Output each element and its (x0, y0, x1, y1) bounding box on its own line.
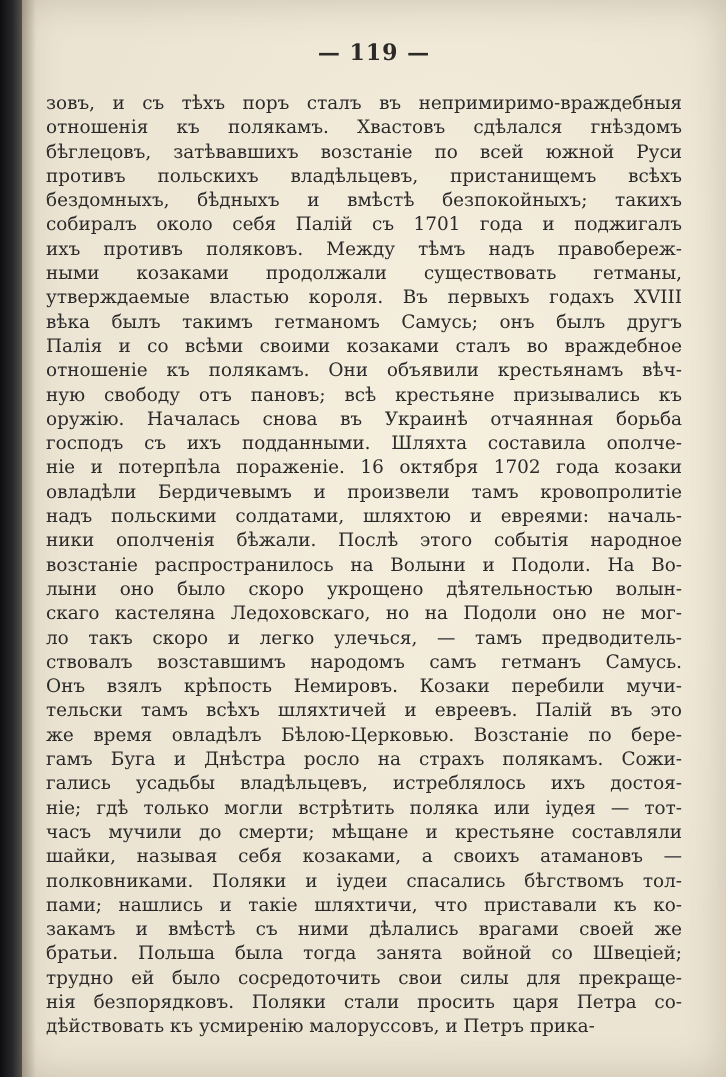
text-line: гались усадьбы владѣльцевъ, истреблялось ихъ достоя- (46, 773, 682, 795)
text-line: ніе и потерпѣла пораженіе. 16 октября 1702 года козаки (46, 457, 682, 479)
text-line: пами; нашлись и такіе шляхтичи, что приставали къ ко- (46, 894, 682, 916)
text-line: ную свободу отъ пановъ; всѣ крестьяне призывались къ (46, 384, 682, 406)
text-line: противъ польскихъ владѣльцевъ, пристанищемъ всѣхъ (46, 165, 682, 187)
text-line: зовъ, и съ тѣхъ поръ сталъ въ непримиримо-враждебныя (46, 93, 682, 114)
text-line: Онъ взялъ крѣпость Немировъ. Козаки перебили мучи- (46, 676, 682, 698)
text-line: нія безпорядковъ. Поляки стали просить царя Петра со- (46, 991, 682, 1013)
text-line: оружію. Началась снова въ Украинѣ отчаянная борьба (46, 408, 682, 430)
text-line: скаго кастеляна Ледоховскаго, но на Подоли оно не мог- (46, 603, 682, 625)
text-line: трудно ей было сосредоточить свои силы для прекраще- (46, 967, 682, 989)
text-line: тельски тамъ всѣхъ шляхтичей и евреевъ. Палій въ это (46, 700, 682, 722)
text-line: бездомныхъ, бѣдныхъ и вмѣстѣ безпокойныхъ; такихъ (46, 190, 682, 212)
text-line: отношеніе къ полякамъ. Они объявили крестьянамъ вѣч- (46, 360, 682, 382)
text-line: надъ польскими солдатами, шляхтою и евреями: началь- (46, 506, 682, 528)
text-line: лыни оно было скоро укрощено дѣятельностью волын- (46, 578, 682, 600)
text-line: собиралъ около себя Палій съ 1701 года и поджигалъ (46, 214, 682, 236)
body-text (46, 92, 682, 1040)
text-line: братьи. Польша была тогда занята войной со Швеціей; (46, 943, 682, 965)
text-line: дѣйствовать къ усмиренію малоруссовъ, и Петръ прика- (46, 1016, 595, 1038)
text-line: часъ мучили до смерти; мѣщане и крестьяне составляли (46, 821, 682, 843)
page-number: — 119 — (317, 40, 431, 66)
text-line: гамъ Буга и Днѣстра росло на страхъ полякамъ. Сожи- (46, 749, 682, 771)
text-line: отношенія къ полякамъ. Хвастовъ сдѣлался гнѣздомъ (46, 117, 682, 139)
text-line: шайки, называя себя козаками, а своихъ атамановъ — (46, 846, 682, 868)
book-spine-shadow (0, 0, 22, 1077)
text-line: Палія и со всѣми своими козаками сталъ во враждебное (46, 335, 682, 357)
text-line: господъ съ ихъ подданными. Шляхта составила ополче- (46, 433, 682, 455)
text-line: полковниками. Поляки и іудеи спасались бѣгствомъ тол- (46, 870, 682, 892)
text-line: бѣглецовъ, затѣвавшихъ возстаніе по всей южной Руси (46, 141, 682, 163)
text-line: утверждаемые властью короля. Въ первыхъ годахъ XVIII (46, 287, 682, 309)
text-line: ники ополченія бѣжали. Послѣ этого событія народное (46, 530, 682, 552)
text-line: ло такъ скоро и легко улечься, — тамъ предводитель- (46, 627, 682, 649)
text-line: ихъ противъ поляковъ. Между тѣмъ надъ правобереж- (46, 238, 682, 260)
text-line: возстаніе распространилось на Волыни и Подоли. На Во- (46, 554, 682, 576)
text-line: ными козаками продолжали существовать гетманы, (46, 263, 682, 285)
text-line: вѣка былъ такимъ гетманомъ Самусь; онъ былъ другъ (46, 311, 682, 333)
text-line: же время овладѣлъ Бѣлою-Церковью. Возстаніе по бере- (46, 724, 682, 746)
text-line: ствовалъ возставшимъ народомъ самъ гетманъ Самусь. (46, 651, 682, 673)
text-line: овладѣли Бердичевымъ и произвели тамъ кровопролитіе (46, 481, 682, 503)
text-line: закамъ и вмѣстѣ съ ними дѣлались врагами своей же (46, 919, 682, 941)
text-line: ніе; гдѣ только могли встрѣтить поляка или іудея — тот- (46, 797, 682, 819)
